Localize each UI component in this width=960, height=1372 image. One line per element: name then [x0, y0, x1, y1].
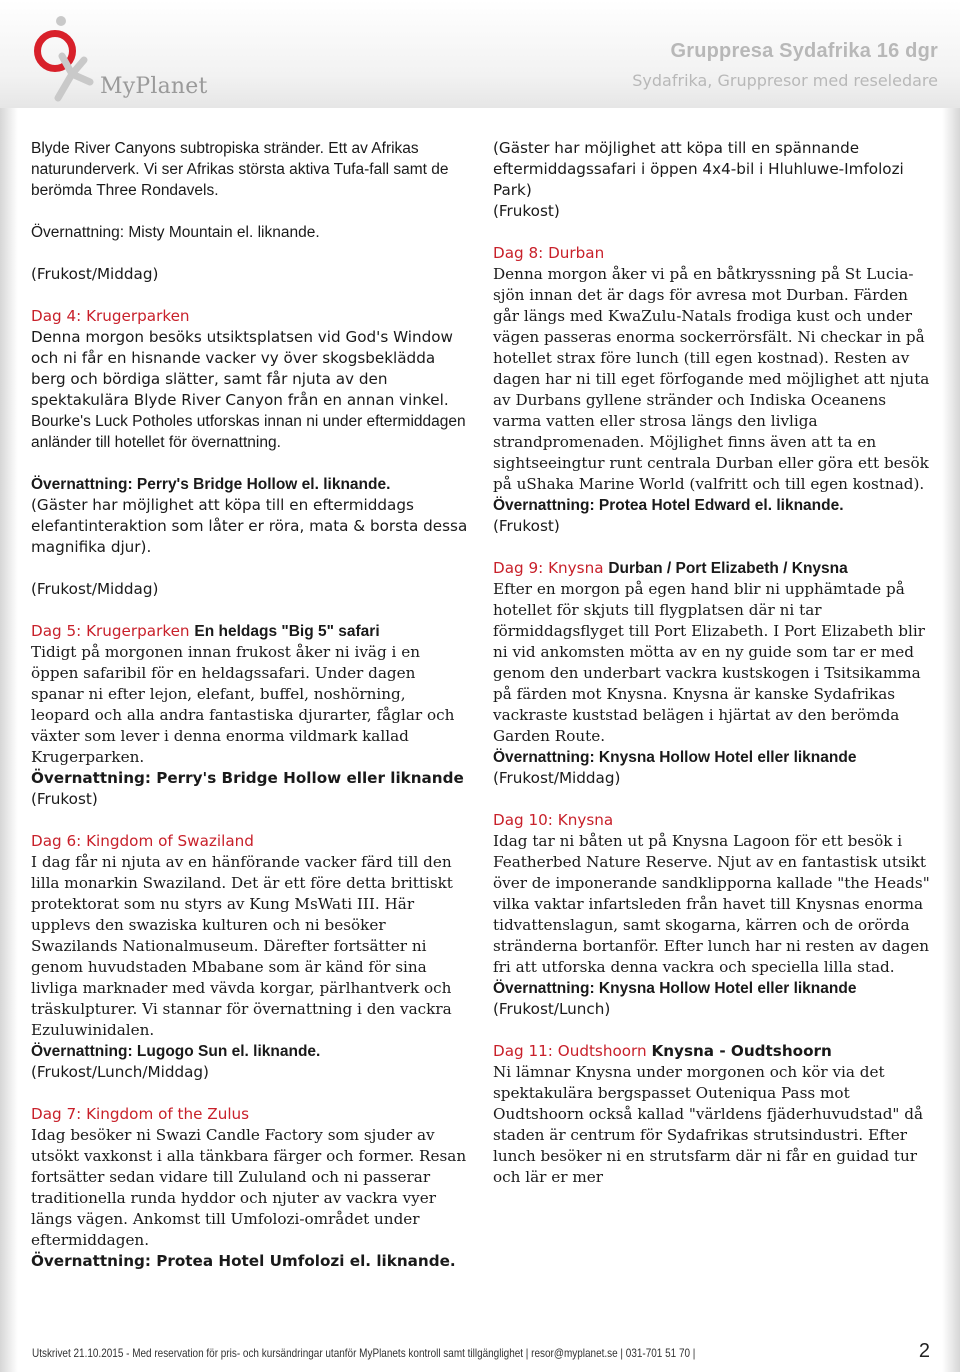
dag9-text: Efter en morgon på egen hand blir ni upphämtade på hotellet för skjuts till flygplatsen där ni tar förmiddagsflyget till Port Elizabeth. I Port Elizabeth blir ni vid ankomsten mötta av en ny guide som tar er med genom den underbart vackra kustskogen i Tsitsikamma på färden mot Knysna. Knysna är kanske Sydafrikas vackraste kuststad belägen i hjärtat av den berömda Garden Route. — [493, 580, 925, 745]
dag11-text: Ni lämnar Knysna under morgonen och kör via det spektakulära bergspasset Outeniqua Pass mot Oudtshoorn också kallad "världens fjäderhuvudstad" då staden är centrum för Sydafrikas strutsindustri. Efter lunch besöker ni en strutsfarm där ni får en guidad tur och lär er mer — [493, 1063, 924, 1186]
dag7-overnight: Övernattning: Protea Hotel Umfolozi el. liknande. — [31, 1252, 456, 1270]
meals-text: (Frukost/Middag) — [493, 769, 621, 787]
intro-text: (Gäster har möjlighet att köpa till en spännande eftermiddagssafari i öppen 4x4-bil i Hluhluwe-Imfolozi Park) — [493, 139, 904, 199]
meals-text: (Frukost) — [31, 790, 98, 808]
dag11-title: Dag 11: Oudtshoorn — [493, 1042, 647, 1060]
document-title: Gruppresa Sydafrika 16 dgr — [670, 40, 938, 62]
logo-text: MyPlanet — [100, 74, 208, 99]
dag8-title: Dag 8: Durban — [493, 244, 605, 262]
dag6-overnight: Övernattning: Lugogo Sun el. liknande. — [31, 1043, 321, 1060]
dag9-title: Dag 9: Knysna — [493, 559, 604, 577]
meals-text: (Frukost/Lunch/Middag) — [31, 1063, 209, 1081]
meals-text: (Frukost/Lunch) — [493, 1000, 611, 1018]
footer-text: Utskrivet 21.10.2015 - Med reservation för pris- och kursändringar utanför MyPlanets kontroll samt tillgänglighet | resor@myplanet.se | 031-701 51 70 | — [32, 1346, 696, 1360]
myplanet-logo — [20, 12, 208, 102]
dag8-text: Denna morgon åker vi på en båtkryssning på St Lucia-sjön innan det är dags för avresa mot Durban. Färden går längs med KwaZulu-Natals frodiga kust och under vägen passeras enorma sockerrörsfält. Ni checkar in på hotellet strax före lunch (till egen kostnad). Resten av dagen har ni till eget förfogande med möjlighet att njuta av Durbans gyllene stränder och Indiska Oceanens varma vatten eller strosa längs den livliga strandpromenaden. Möjlighet finns även att ta en sightseeingtur runt centrala Durban eller göra ett besök på uShaka Marine World (valfritt och till egen kostnad). — [493, 265, 930, 493]
document-subtitle: Sydafrika, Gruppresor med reseledare — [632, 71, 938, 90]
dag4-text: Denna morgon besöks utsiktsplatsen vid God's Window och ni får en hisnande vacker vy över skogsbeklädda berg och bördiga slätter, samt får njuta av den spektakulära Blyde River Canyon från en annan vinkel. — [31, 328, 453, 409]
dag6-title: Dag 6: Kingdom of Swaziland — [31, 832, 254, 850]
right-page-shadow — [942, 0, 960, 1372]
meals-text: (Frukost) — [493, 517, 560, 535]
logo-dot-icon — [56, 16, 66, 26]
dag4-title: Dag 4: Krugerparken — [31, 307, 190, 325]
dag9-overnight: Övernattning: Knysna Hollow Hotel eller liknande — [493, 749, 857, 766]
dag9-route: Durban / Port Elizabeth / Knysna — [608, 560, 848, 577]
dag4-overnight: Övernattning: Perry's Bridge Hollow el. liknande. — [31, 476, 391, 493]
dag5-overnight: Övernattning: Perry's Bridge Hollow eller liknande — [31, 769, 464, 787]
dag10-overnight: Övernattning: Knysna Hollow Hotel eller liknande — [493, 980, 857, 997]
meals-text: (Frukost/Middag) — [31, 265, 159, 283]
meals-text: (Frukost) — [493, 202, 560, 220]
dag4-option: (Gäster har möjlighet att köpa till en eftermiddags elefantinteraktion som låter er röra, mata & borsta dessa magnifika djur). — [31, 496, 468, 556]
left-column — [31, 138, 469, 1272]
page-number: 2 — [918, 1340, 930, 1362]
dag7-title: Dag 7: Kingdom of the Zulus — [31, 1105, 250, 1123]
logo-figure-icon — [50, 52, 100, 102]
dag5-title: Dag 5: Krugerparken — [31, 622, 190, 640]
dag5-text-extra: Under dagen spanar ni efter lejon, elefant, buffel, noshörning, leopard och alla andra fantastiska djurarter, fåglar och växter som lever i denna enorma vildmark kallad Krugerparken. — [31, 664, 455, 766]
page-footer — [32, 1342, 930, 1362]
overnight-misty: Övernattning: Misty Mountain el. liknande. — [31, 224, 320, 241]
right-column — [493, 138, 933, 1188]
dag11-route: Knysna - Oudtshoorn — [651, 1042, 832, 1060]
dag6-text: I dag får ni njuta av en hänförande vacker färd till den lilla monarkin Swaziland. Det är ett före detta brittiskt protektorat som nu styrs av Kung MsWati III. Här upplevs den swaziska kulturen och ni besöker Swazilands Nationalmuseum. Därefter fortsätter ni genom huvudstaden Mbabane som är känd för sina livliga marknader med vävda korgar, pärlhantverk och träskulpturer. Vi stannar för övernattning i den vackra Ezuluwinidalen. — [31, 853, 453, 1039]
page-header — [0, 0, 960, 108]
dag7-text: Idag besöker ni Swazi Candle Factory som sjuder av utsökt vaxkonst i alla tänkbara färger och former. Resan fortsätter sedan vidare till Zululand och ni passerar traditionella runda hyddor och njuter av vackra vyer längs vägen. Ankomst till Umfolozi-området under eftermiddagen. — [31, 1126, 467, 1249]
meals-text: (Frukost/Middag) — [31, 580, 159, 598]
dag8-overnight: Övernattning: Protea Hotel Edward el. liknande. — [493, 497, 844, 514]
left-page-shadow — [0, 0, 18, 1372]
dag10-title: Dag 10: Knysna — [493, 811, 614, 829]
dag10-text: Idag tar ni båten ut på Knysna Lagoon för ett besök i Featherbed Nature Reserve. Njut av en fantastisk utsikt över de imponerande sandklipporna kallade "the Heads" vilka vaktar infartsleden från havet till Knysnas enorma tidvattenslagun, samt skogarna, kärren och de orörda stränderna bortanför. Efter lunch har ni resten av dagen fri att utforska denna vackra och speciella lilla stad. — [493, 832, 930, 976]
dag5-title-extra: En heldags "Big 5" safari — [194, 623, 380, 640]
intro-text: Blyde River Canyons subtropiska stränder. Ett av Afrikas naturunderverk. Vi ser Afrikas största aktiva Tufa-fall samt de berömda Three Rondavels. — [31, 140, 449, 199]
dag4-text-extra: Bourke's Luck Potholes utforskas innan ni under eftermiddagen anländer till hotellet för övernattning. — [31, 413, 466, 451]
dag5-text: Tidigt på morgonen innan frukost åker ni iväg i en öppen safaribil för en heldagssafari. — [31, 643, 420, 682]
